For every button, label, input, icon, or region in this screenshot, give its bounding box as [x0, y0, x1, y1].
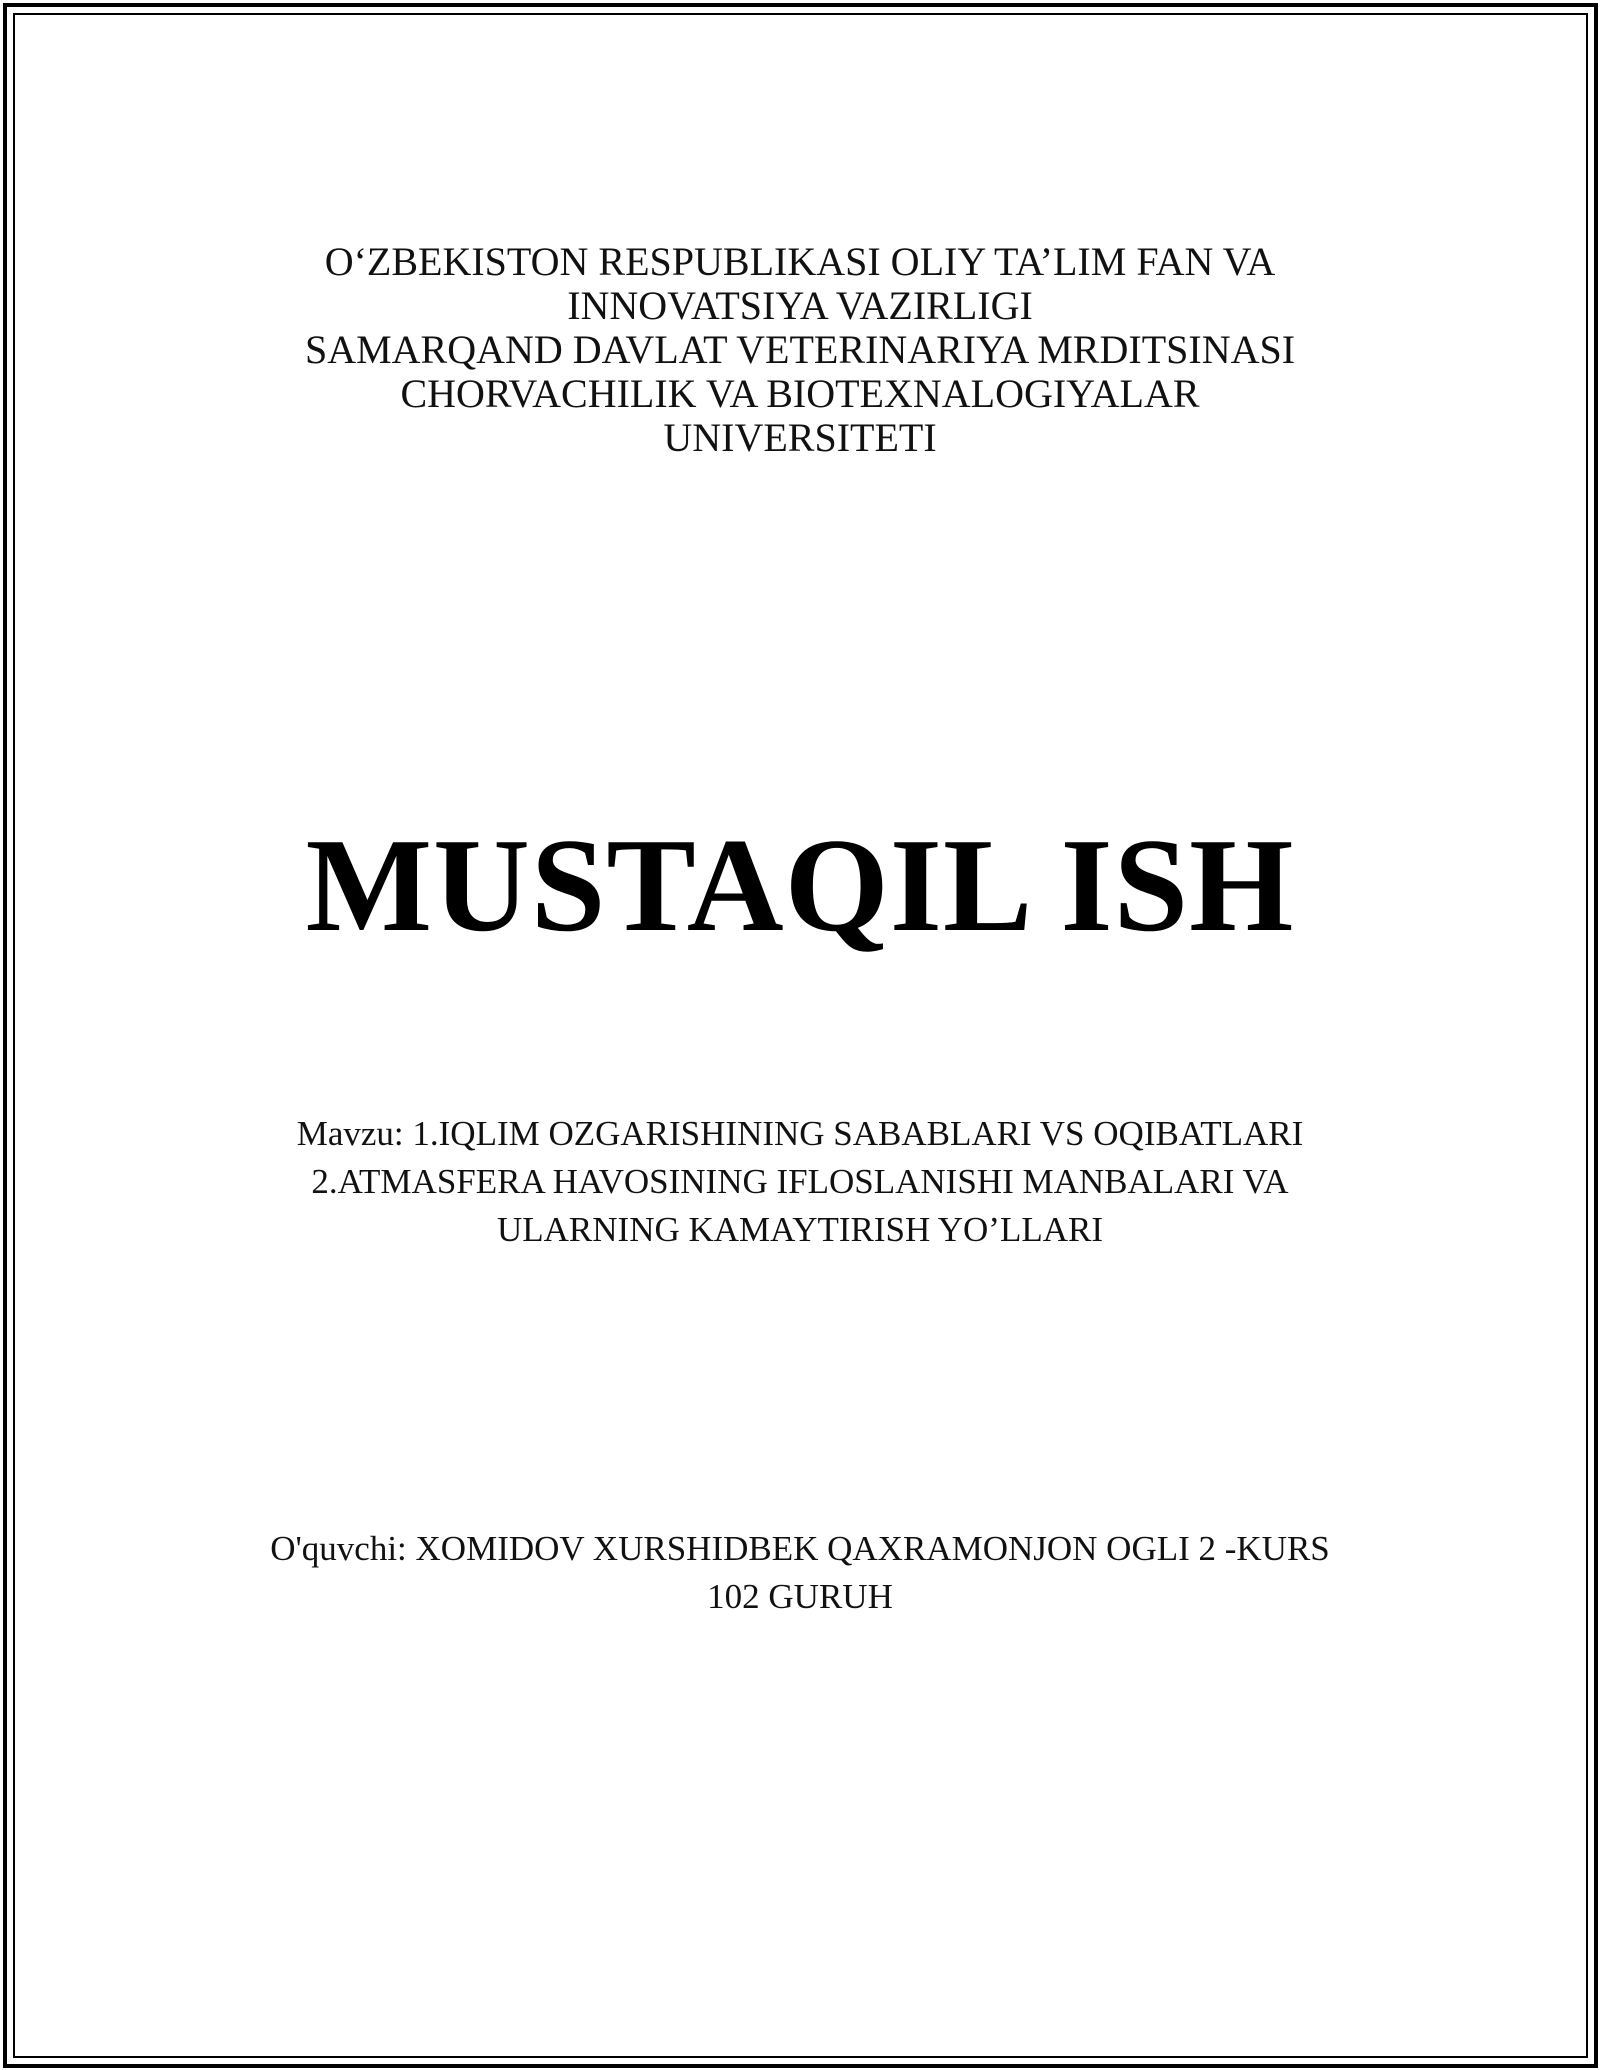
header-line: INNOVATSIYA VAZIRLIGI [567, 283, 1033, 328]
student-line: O'quvchi: XOMIDOV XURSHIDBEK QAXRAMONJON OGLI 2 -KURS [270, 1529, 1330, 1568]
document-title: MUSTAQIL ISH [305, 811, 1295, 959]
topic-line: ULARNING KAMAYTIRISH YO’LLARI [497, 1210, 1103, 1249]
student-info [0, 1525, 1600, 1621]
header-line: CHORVACHILIK VA BIOTEXNALOGIYALAR [400, 371, 1200, 416]
header-line: O‘ZBEKISTON RESPUBLIKASI OLIY TA’LIM FAN VA [324, 239, 1276, 284]
topic-block [0, 1110, 1600, 1254]
header-line: SAMARQAND DAVLAT VETERINARIYA MRDITSINASI [304, 327, 1296, 372]
topic-line: 2.ATMASFERA HAVOSINING IFLOSLANISHI MANBALARI VA [311, 1162, 1289, 1201]
header-line: UNIVERSITETI [663, 415, 937, 460]
student-line: 102 GURUH [707, 1577, 893, 1616]
ministry-header [0, 240, 1600, 460]
topic-line: Mavzu: 1.IQLIM OZGARISHINING SABABLARI VS OQIBATLARI [296, 1114, 1304, 1153]
